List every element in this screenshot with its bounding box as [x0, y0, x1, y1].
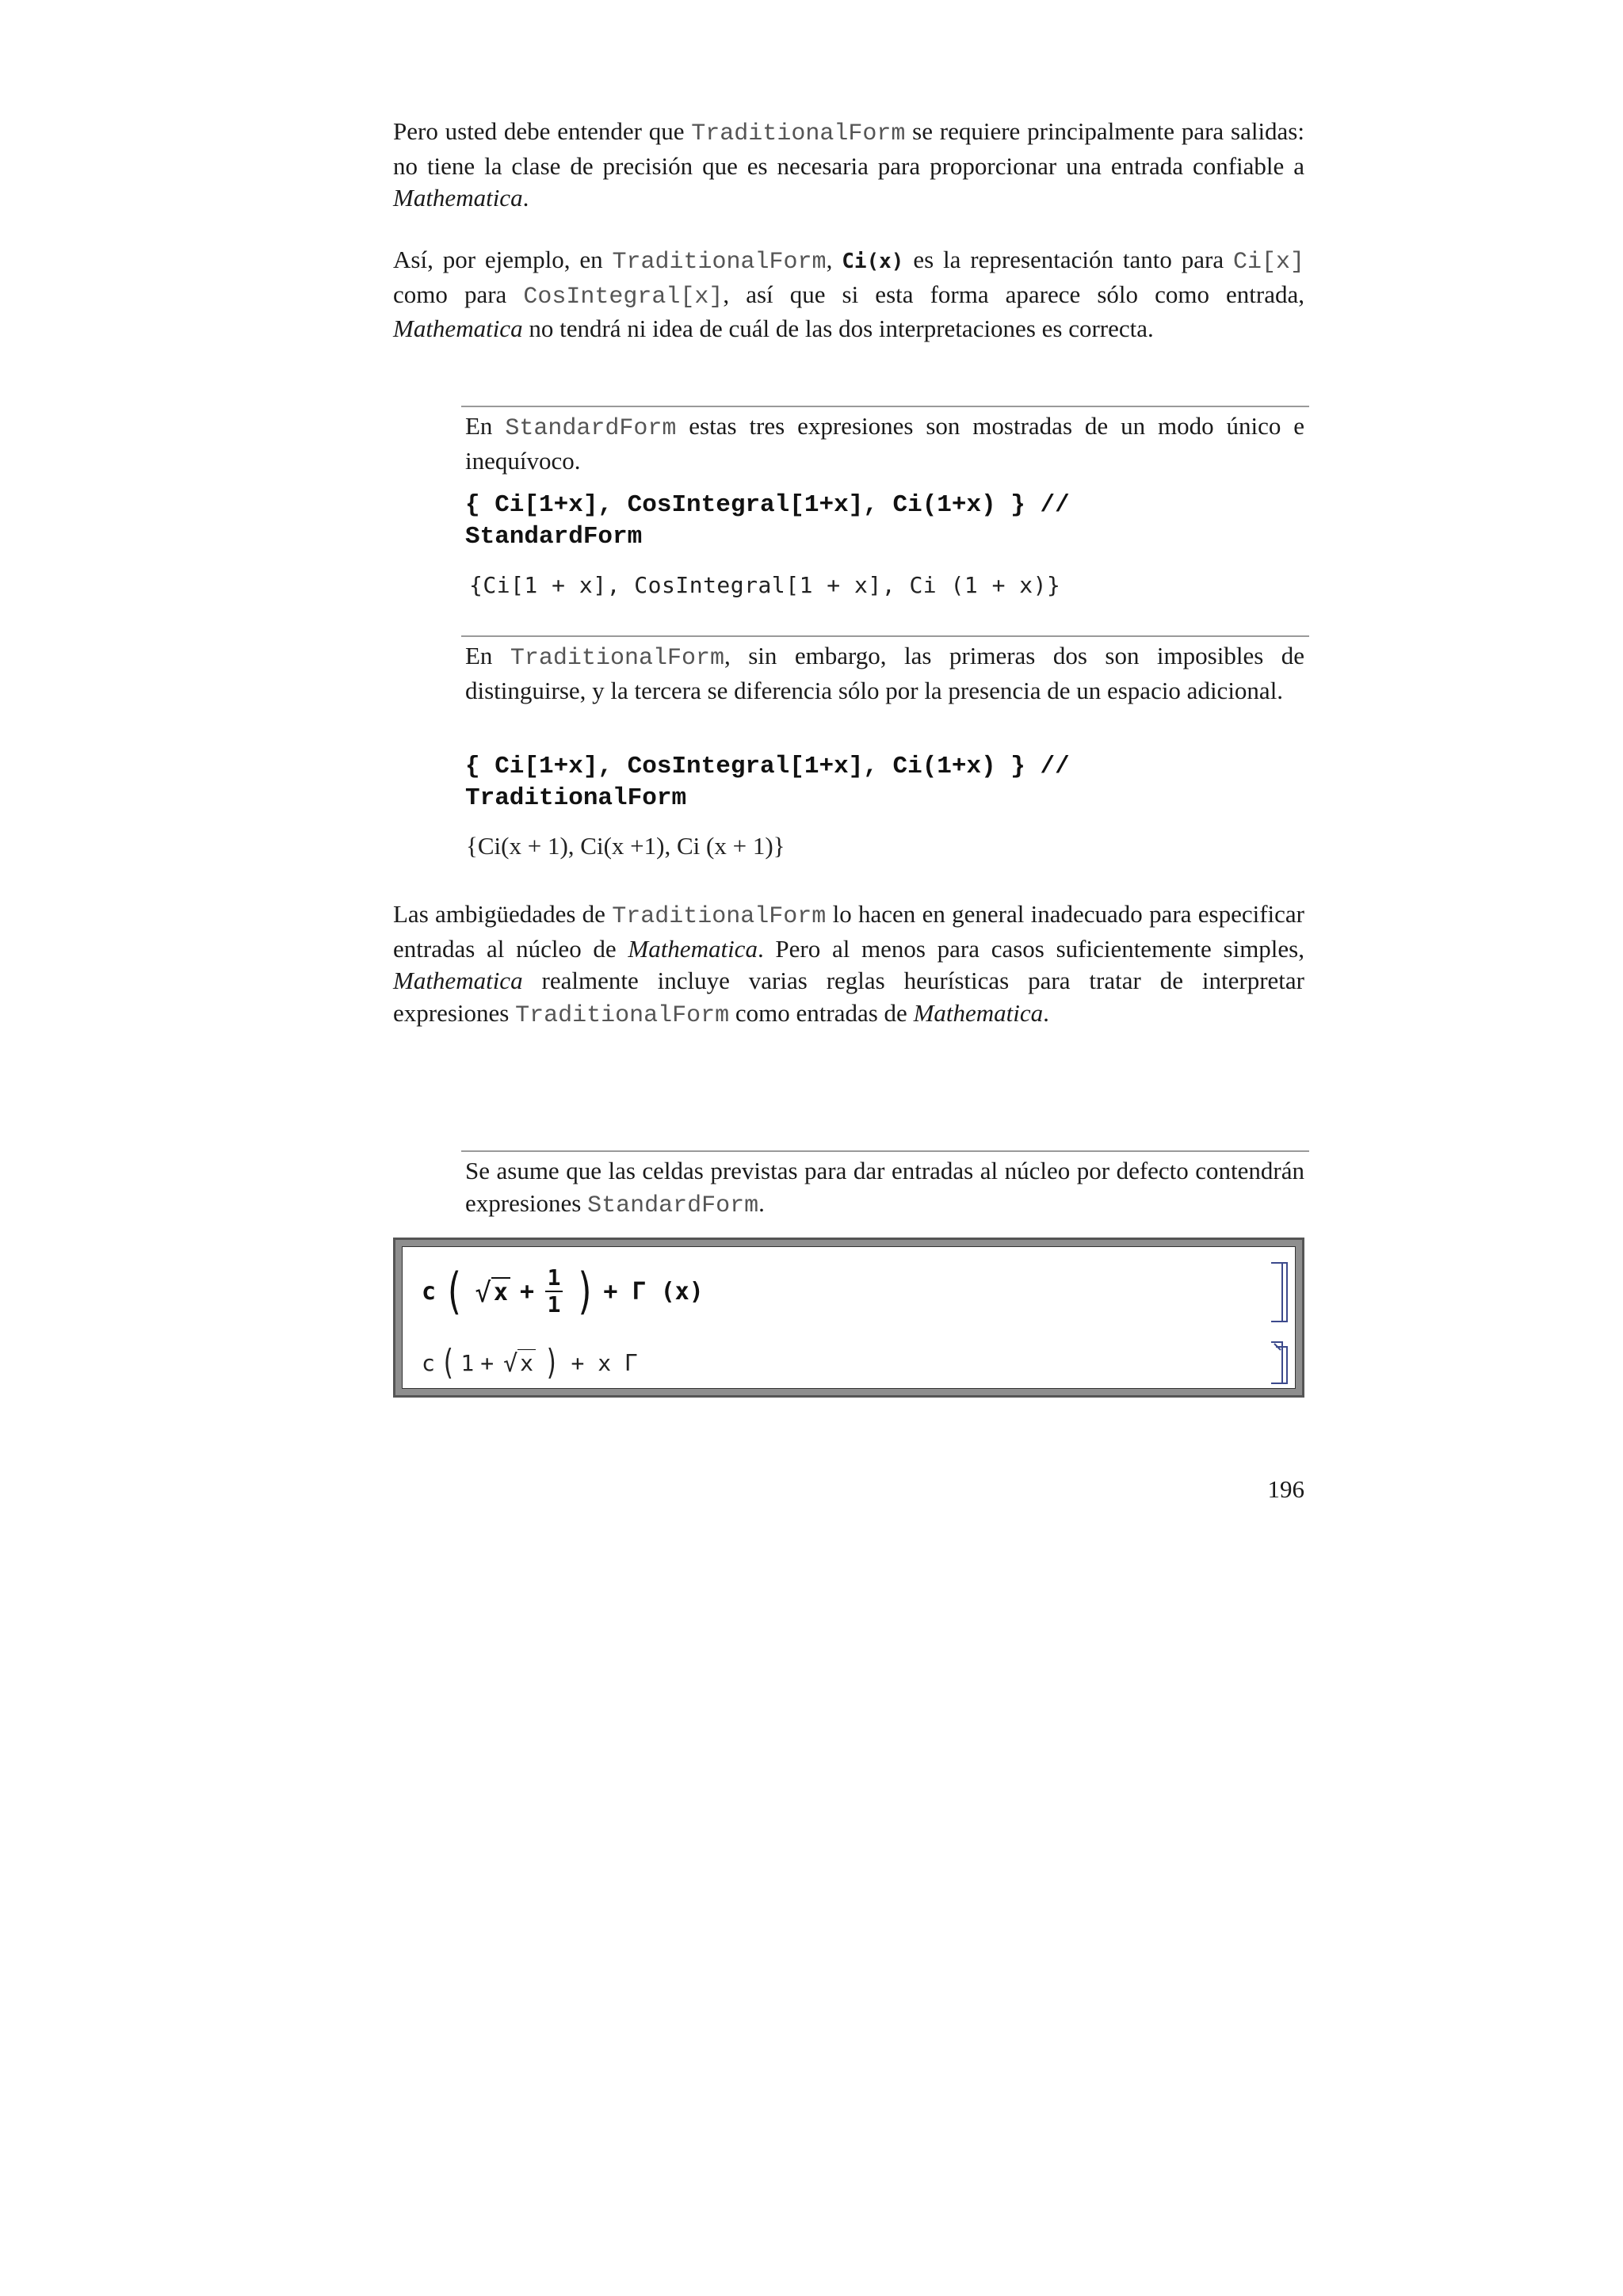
sqrt-x: √ x — [475, 1277, 510, 1306]
section-divider — [461, 1150, 1309, 1152]
input-symbol-c: c — [422, 1277, 437, 1306]
traditionalform-explanation: En TraditionalForm, sin embargo, las primeras dos son imposibles de distinguirse, y la tercera se diferencia sólo por la presencia de un espacio adicional. — [465, 642, 1305, 704]
section-divider — [461, 635, 1309, 637]
standardform-default-note: Se asume que las celdas previstas para dar entradas al núcleo por defecto contendrán expresiones StandardForm. — [465, 1157, 1304, 1219]
output-cell-bracket-icon[interactable] — [1268, 1341, 1290, 1385]
output-symbol-c: c — [422, 1349, 435, 1376]
output-cell[interactable] — [422, 1344, 644, 1382]
plus-sign: + — [519, 1277, 534, 1306]
notebook-content — [402, 1246, 1296, 1389]
output-one: 1 — [460, 1349, 475, 1376]
section-divider — [461, 406, 1309, 407]
sqrt-x-output: √ x — [503, 1349, 536, 1376]
page-number: 196 — [1267, 1475, 1304, 1503]
left-paren: ( — [443, 1262, 464, 1320]
paragraph-3: Las ambigüedades de TraditionalForm lo hacen en general inadecuado para especificar entradas al núcleo de Mathematica. Pero al menos para casos suficientemente simples, Mathematica realmente incluye varias reglas heurísticas para tratar de interpretar expresiones TraditionalForm como entradas de Mathematica. — [393, 900, 1304, 1029]
input-tail: + Γ (x) — [603, 1277, 704, 1306]
paragraph-1: Pero usted debe entender que TraditionalForm se requiere principalmente para salidas: no tiene la clase de precisión que es necesaria para proporcionar una entrada confiable a Mathematica. — [393, 117, 1304, 212]
input-cell[interactable] — [422, 1261, 704, 1322]
plus-sign: + — [480, 1349, 495, 1376]
paragraph-2: Así, por ejemplo, en TraditionalForm, Ci(x) es la representación tanto para Ci[x] como para CosIntegral[x], así que si esta forma aparece sólo como entrada, Mathematica no tendrá ni idea de cuál de las dos interpretaciones es correcta. — [393, 246, 1305, 342]
output-standardform: {Ci[1 + x], CosIntegral[1 + x], Ci (1 + x)} — [469, 572, 1061, 598]
left-paren: ( — [440, 1342, 456, 1383]
input-code-traditionalform: { Ci[1+x], CosIntegral[1+x], Ci(1+x) } // TraditionalForm — [465, 753, 1070, 812]
output-traditionalform: {Ci(x + 1), Ci(x +1), Ci (x + 1)} — [466, 832, 785, 860]
fraction-one-over-one: $\frac{1}{1}$ — [545, 1265, 563, 1318]
output-tail: + x Γ — [571, 1349, 638, 1376]
right-paren: ) — [544, 1342, 559, 1383]
input-code-standardform: { Ci[1+x], CosIntegral[1+x], Ci(1+x) } // StandardForm — [465, 491, 1070, 551]
right-paren: ) — [575, 1262, 596, 1320]
standardform-explanation: En StandardForm estas tres expresiones son mostradas de un modo único e inequívoco. — [465, 412, 1305, 475]
cell-group-bracket-icon[interactable] — [1268, 1261, 1290, 1323]
notebook-window — [393, 1238, 1304, 1398]
ci-traditional-form: Ci(x) — [842, 250, 904, 273]
